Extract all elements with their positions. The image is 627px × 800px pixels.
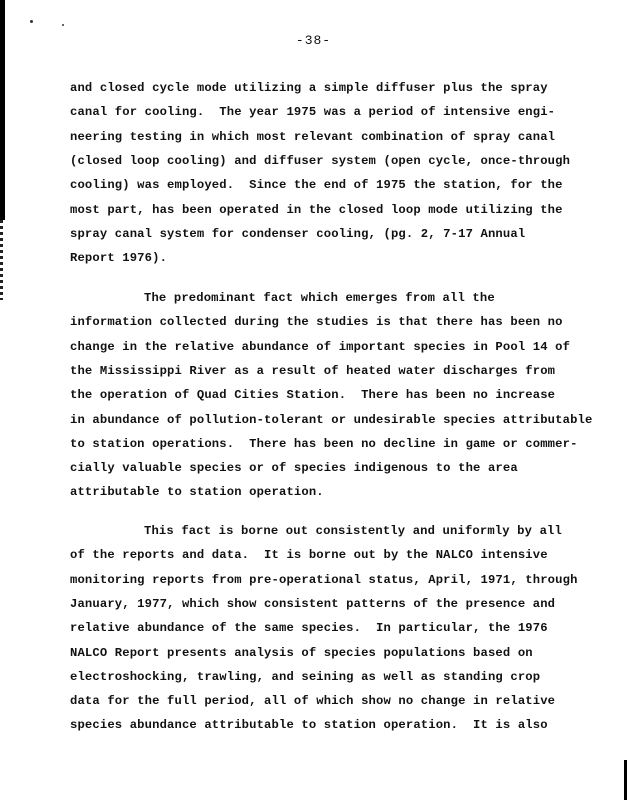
- paragraph-3-line: NALCO Report presents analysis of species populations based on: [70, 645, 533, 660]
- page-number: -38-: [295, 33, 332, 48]
- paragraph-1-line: and closed cycle mode utilizing a simple diffuser plus the spray: [70, 81, 548, 95]
- paragraph-2-line: to station operations. There has been no decline in game or commer-: [70, 436, 578, 451]
- paragraph-1-line: (closed loop cooling) and diffuser system (open cycle, once-through: [70, 153, 571, 168]
- paragraph-2-line: in abundance of pollution-tolerant or undesirable species attributable: [70, 412, 593, 427]
- paragraph-2-line: The predominant fact which emerges from all the: [144, 291, 495, 305]
- paragraph-2-line: the Mississippi River as a result of heated water discharges from: [70, 363, 556, 378]
- paragraph-1-line: neering testing in which most relevant combination of spray canal: [70, 129, 556, 144]
- paragraph-3-line: species abundance attributable to station operation. It is also: [70, 718, 548, 733]
- paragraph-2-line: information collected during the studies is that there has been no: [70, 315, 563, 330]
- scan-speck: [62, 24, 64, 26]
- paragraph-3-line: relative abundance of the same species. In particular, the 1976: [70, 621, 548, 636]
- paragraph-1-line: Report 1976).: [70, 251, 168, 266]
- paragraph-2-line: cially valuable species or of species indigenous to the area: [70, 461, 518, 476]
- paragraph-2-line: change in the relative abundance of important species in Pool 14 of: [70, 339, 571, 354]
- paragraph-3-line: January, 1977, which show consistent patterns of the presence and: [70, 596, 556, 611]
- paragraph-1-line: spray canal system for condenser cooling, (pg. 2, 7-17 Annual: [70, 226, 526, 241]
- paragraph-3-line: data for the full period, all of which show no change in relative: [70, 694, 556, 709]
- paragraph-3-line: electroshocking, trawling, and seining as well as standing crop: [70, 669, 541, 684]
- paragraph-1-line: most part, has been operated in the closed loop mode utilizing the: [70, 202, 563, 217]
- paragraph-3-line: monitoring reports from pre-operational status, April, 1971, through: [70, 572, 578, 587]
- paragraph-2-line: attributable to station operation.: [70, 485, 324, 500]
- paragraph-1-line: cooling) was employed. Since the end of 1975 the station, for the: [70, 178, 563, 193]
- paragraph-3-line: This fact is borne out consistently and uniformly by all: [144, 524, 562, 538]
- scan-border-left-lower: [0, 220, 3, 300]
- paragraph-1-line: canal for cooling. The year 1975 was a period of intensive engi-: [70, 105, 556, 120]
- paragraph-3-line: of the reports and data. It is borne out by the NALCO intensive: [70, 548, 548, 563]
- scan-speck: [30, 20, 33, 23]
- paragraph-2-line: the operation of Quad Cities Station. There has been no increase: [70, 388, 556, 403]
